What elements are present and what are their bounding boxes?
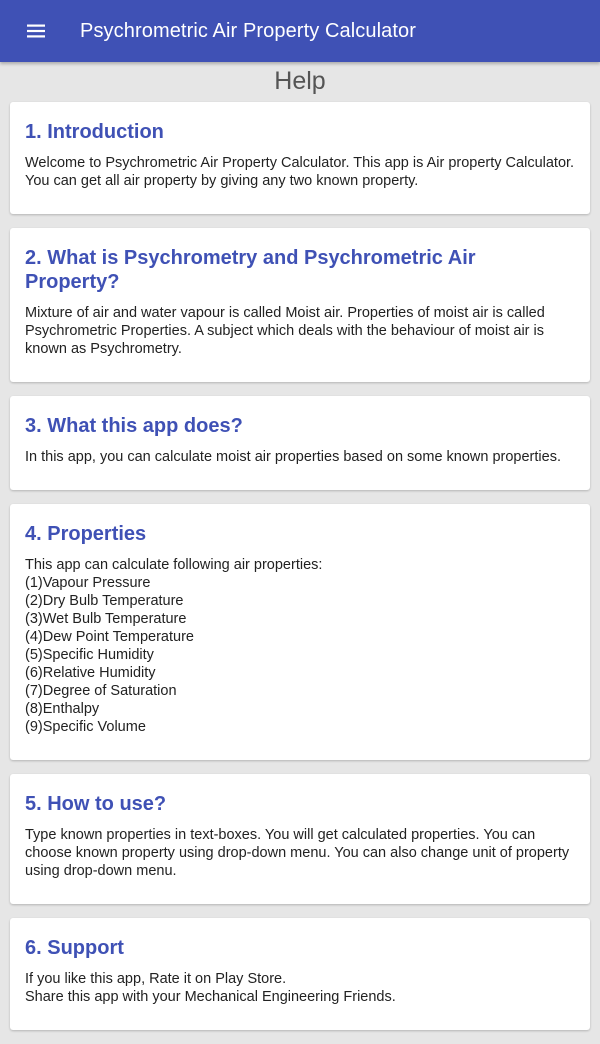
section-card-support	[10, 918, 590, 1030]
property-item: (5)Specific Humidity	[25, 647, 154, 663]
app-title: Psychrometric Air Property Calculator	[80, 19, 417, 42]
section-title: 6. Support	[25, 937, 124, 959]
section-body	[25, 556, 575, 736]
property-item: (7)Degree of Saturation	[25, 683, 177, 699]
section-title: 1. Introduction	[25, 121, 164, 143]
section-body	[25, 304, 575, 358]
section-card-psychrometry	[10, 228, 590, 382]
page-title: Help	[274, 67, 326, 95]
property-item: (9)Specific Volume	[25, 719, 146, 735]
property-item: (3)Wet Bulb Temperature	[25, 611, 187, 627]
property-item: (4)Dew Point Temperature	[25, 629, 194, 645]
property-item: (2)Dry Bulb Temperature	[25, 593, 184, 609]
section-text: Type known properties in text-boxes. You will get calculated properties. You can choose known property using drop-down menu. You can also change unit of property using drop-down menu.	[25, 827, 570, 879]
section-card-properties	[10, 504, 590, 760]
section-title: 4. Properties	[25, 523, 147, 545]
section-title: 2. What is Psychrometry and Psychrometric Air Property?	[25, 247, 476, 293]
section-text: In this app, you can calculate moist air properties based on some known properties.	[25, 449, 561, 465]
section-text: Share this app with your Mechanical Engineering Friends.	[25, 989, 396, 1005]
section-title: 5. How to use?	[25, 793, 167, 815]
section-body	[25, 826, 575, 880]
app-bar	[0, 0, 600, 62]
section-card-what-app-does	[10, 396, 590, 490]
section-text: Mixture of air and water vapour is called Moist air. Properties of moist air is called Psychrometric Properties. A subject which deals with the behaviour of moist air is known as Psychrometry.	[25, 305, 545, 357]
property-item: (8)Enthalpy	[25, 701, 100, 717]
section-card-how-to-use	[10, 774, 590, 904]
property-item: (6)Relative Humidity	[25, 665, 156, 681]
section-text: This app can calculate following air properties:	[25, 557, 323, 573]
section-card-introduction	[10, 102, 590, 214]
section-body	[25, 970, 575, 1006]
section-body	[25, 448, 575, 466]
section-title: 3. What this app does?	[25, 415, 243, 437]
section-text: If you like this app, Rate it on Play Store.	[25, 971, 287, 987]
section-text: Welcome to Psychrometric Air Property Calculator. This app is Air property Calculator. You can get all air property by giving any two known property.	[25, 155, 575, 189]
section-body	[25, 154, 575, 190]
hamburger-menu-icon[interactable]	[0, 0, 72, 62]
property-item: (1)Vapour Pressure	[25, 575, 151, 591]
help-sections	[10, 102, 590, 1044]
